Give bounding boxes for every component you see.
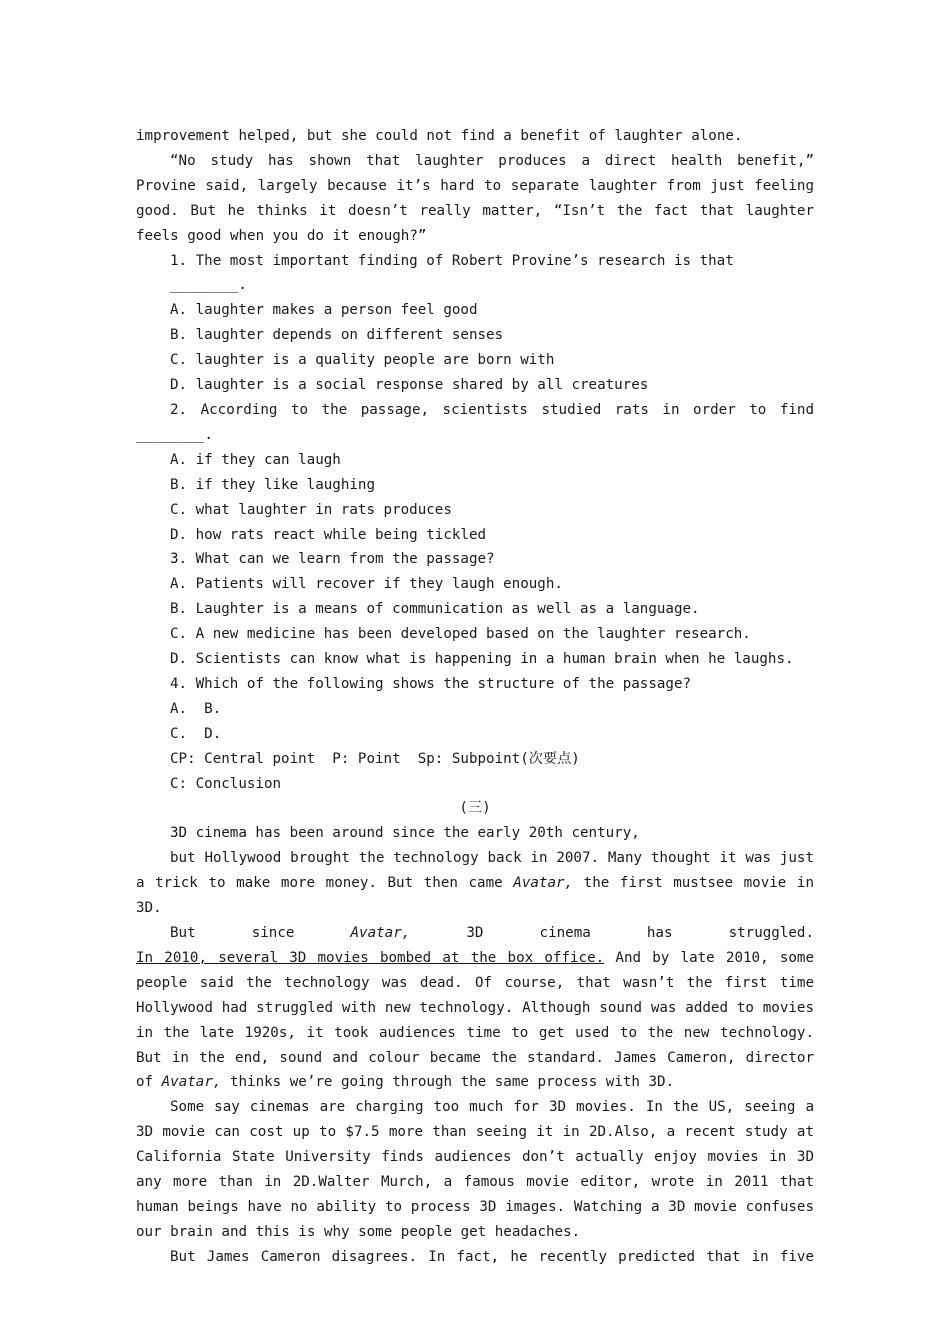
paragraph-3-text: And by late 2010, some people said the technology was dead. Of course, that wasn’t the first time Hollywood had struggled with new technology. Although sound was added to movies in the late 1920s, it took audiences time to get used to the new technology. But in the end, sound and colour became the standard. James Cameron, director of — [136, 949, 814, 1091]
question-2-option-d: D. how rats react while being tickled — [170, 526, 487, 543]
question-1-option-a: A. laughter makes a person feel good — [170, 302, 478, 319]
question-4-options-cd: C. D. — [170, 725, 222, 742]
paragraph-3-tail: thinks we’re going through the same process with 3D. — [221, 1074, 675, 1091]
section3-paragraph-2 — [136, 846, 814, 921]
question-3-option-b: B. Laughter is a means of communication as well as a language. — [170, 601, 700, 618]
question-4-legend-conclusion: C: Conclusion — [170, 775, 282, 792]
section3-paragraph-4: Some say cinemas are charging too much for 3D movies. In the US, seeing a 3D movie can cost up to $7.5 more than seeing it in 2D.Also, a recent study at California State University finds audiences don’t actually enjoy movies in 3D any more than in 2D.Walter Murch, a famous movie editor, wrote in 2011 that human beings have no ability to process 3D images. Watching a 3D movie confuses our brain and this is why some people get headaches. — [136, 1099, 814, 1240]
section3-paragraph-2-text: but Hollywood brought the technology back in 2007. Many thought it was just a trick to make more money. But then came Avatar, the first mustsee movie in 3D. — [136, 850, 814, 917]
question-2-option-a: A. if they can laugh — [170, 451, 341, 468]
section3-paragraph-3 — [136, 946, 814, 1095]
section3-paragraph-3-line-1 — [136, 921, 814, 946]
section3-paragraph-1: 3D cinema has been around since the early 20th century, — [170, 825, 640, 842]
word-avatar-italic: Avatar, — [350, 925, 411, 941]
question-4-legend: CP: Central point P: Point Sp: Subpoint(次要点) — [170, 750, 580, 767]
section-heading: (三) — [459, 800, 491, 817]
avatar-italic: Avatar, — [513, 875, 574, 892]
question-3-option-c: C. A new medicine has been developed based on the laughter research. — [170, 626, 751, 643]
question-2-option-b: B. if they like laughing — [170, 476, 375, 493]
word: has — [646, 925, 673, 941]
question-4-options-ab: A. B. — [170, 700, 222, 717]
question-3-stem: 3. What can we learn from the passage? — [170, 551, 495, 568]
document-page — [136, 124, 814, 1270]
question-3-option-a: A. Patients will recover if they laugh enough. — [170, 576, 563, 593]
question-1-stem: 1. The most important finding of Robert Provine’s research is that ________. — [170, 252, 734, 294]
passage-paragraph: “No study has shown that laughter produces a direct health benefit,” Provine said, largely because it’s hard to separate laughter from just feeling good. But he thinks it doesn’t really matter, “Isn’t the fact that laughter feels good when you do it enough?” — [136, 152, 814, 244]
underlined-sentence: In 2010, several 3D movies bombed at the box office. — [136, 949, 605, 966]
question-1-option-b: B. laughter depends on different senses — [170, 327, 504, 344]
question-2-option-c: C. what laughter in rats produces — [170, 501, 452, 518]
question-2-stem: 2. According to the passage, scientists studied rats in order to find ________. — [136, 401, 814, 443]
word: struggled. — [728, 925, 814, 941]
question-1-option-c: C. laughter is a quality people are born with — [170, 352, 555, 369]
question-1-option-d: D. laughter is a social response shared by all creatures — [170, 377, 649, 394]
word: cinema — [539, 925, 591, 941]
word: But — [170, 925, 196, 941]
passage-line: improvement helped, but she could not find a benefit of laughter alone. — [136, 128, 743, 144]
word: 3D — [466, 925, 484, 941]
section3-paragraph-5: But James Cameron disagrees. In fact, he recently predicted that in five — [170, 1248, 814, 1265]
question-4-stem: 4. Which of the following shows the structure of the passage? — [170, 675, 692, 692]
word: since — [251, 925, 295, 941]
question-3-option-d: D. Scientists can know what is happening in a human brain when he laughs. — [170, 651, 794, 668]
avatar-italic: Avatar, — [161, 1074, 222, 1091]
